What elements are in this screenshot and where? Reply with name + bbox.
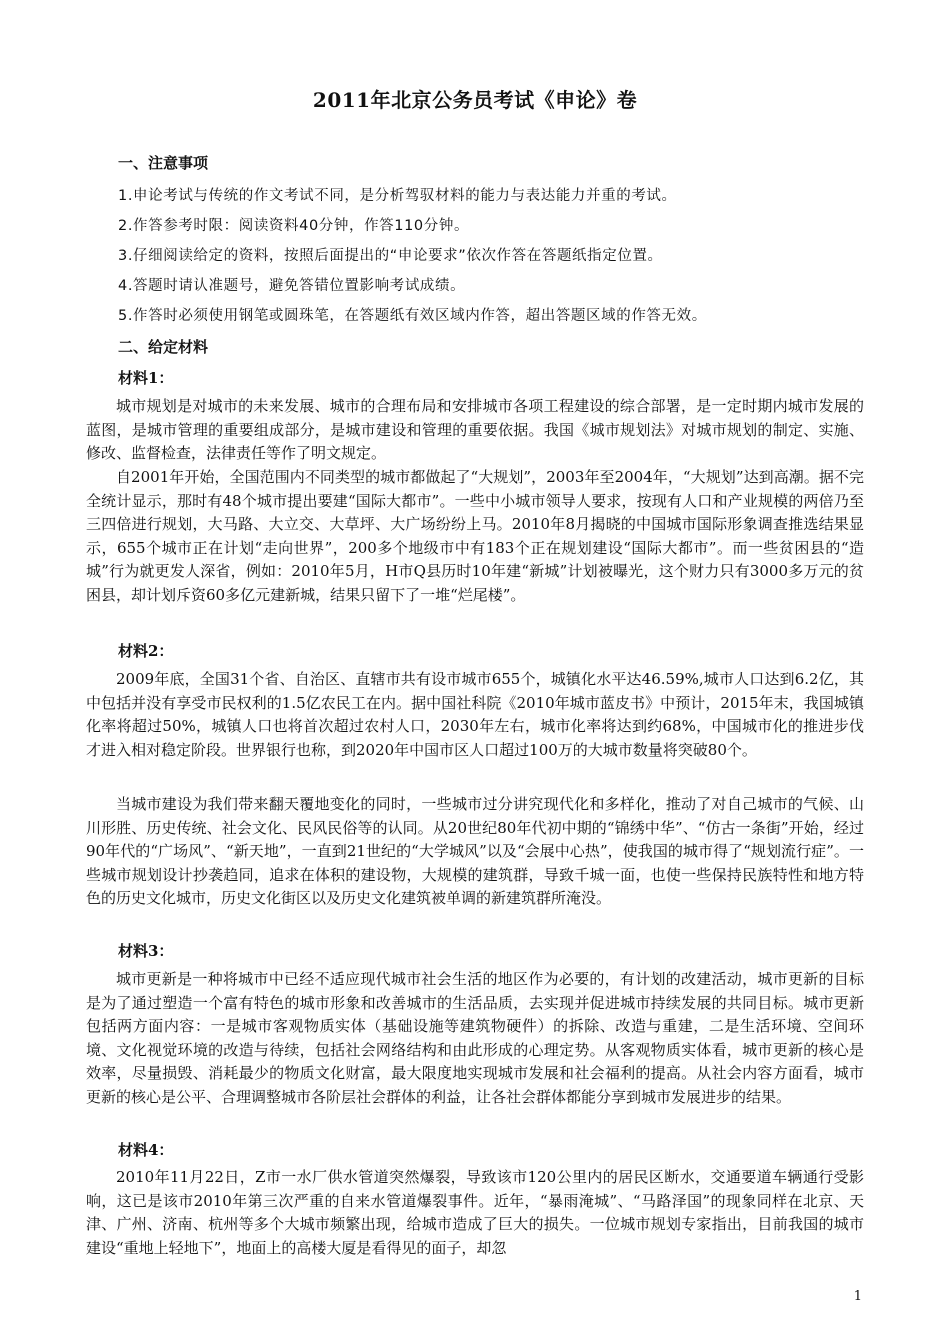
section-heading-notice: 一、注意事项	[118, 154, 209, 172]
paragraph: 城市规划是对城市的未来发展、城市的合理布局和安排城市各项工程建设的综合部署，是一定时期内城市发展的蓝图，是城市管理的重要组成部分，是城市建设和管理的重要依据。我国《城市规划法》对城市规划的制定、实施、修改、监督检查，法律责任等作了明文规定。	[86, 397, 864, 462]
notice-item: 5.作答时必须使用钢笔或圆珠笔，在答题纸有效区域内作答，超出答题区域的作答无效。	[118, 308, 707, 324]
paragraph: 城市更新是一种将城市中已经不适应现代城市社会生活的地区作为必要的，有计划的改建活动，城市更新的目标是为了通过塑造一个富有特色的城市形象和改善城市的生活品质，去实现并促进城市持续发展的共同目标。城市更新包括两方面内容：一是城市客观物质实体（基础设施等建筑物硬件）的拆除、改造与重建，二是生活环境、空间环境、文化视觉环境的改造与待续，包括社会网络结构和由此形成的心理定势。从客观物质实体看，城市更新的核心是效率，尽量损毁、消耗最少的物质文化财富，最大限度地实现城市发展和社会福利的提高。从社会内容方面看，城市更新的核心是公平、合理调整城市各阶层社会群体的利益，让各社会群体都能分享到城市发展进步的结果。	[86, 970, 864, 1106]
notice-item: 3.仔细阅读给定的资料，按照后面提出的“申论要求”依次作答在答题纸指定位置。	[118, 248, 663, 264]
notice-item: 1.申论考试与传统的作文考试不同，是分析驾驭材料的能力与表达能力并重的考试。	[118, 188, 677, 204]
paragraph: 2009年底，全国31个省、自治区、直辖市共有设市城市655个，城镇化水平达46.59%,城市人口达到6.2亿，其中包括并没有享受市民权利的1.5亿农民工在内。据中国社科院《2010年城市蓝皮书》中预计，2015年末，我国城镇化率将超过50%，城镇人口也将首次超过农村人口，2030年左右，城市化率将达到约68%，中国城市化的推进步伐才进入相对稳定阶段。世界银行也称，到2020年中国市区人口超过100万的大城市数量将突破80个。	[86, 670, 864, 759]
material-label: 材料1：	[118, 369, 174, 387]
material-label: 材料3：	[118, 942, 174, 960]
notice-item: 4.答题时请认准题号，避免答错位置影响考试成绩。	[118, 278, 466, 294]
page-title: 2011年北京公务员考试《申论》卷	[312, 88, 638, 112]
paragraph: 自2001年开始，全国范围内不同类型的城市都做起了“大规划”，2003年至2004年，“大规划”达到高潮。据不完全统计显示，那时有48个城市提出要建“国际大都市”。一些中小城市领导人要求，按现有人口和产业规模的两倍乃至三四倍进行规划，大马路、大立交、大草坪、大广场纷纷上马。2010年8月揭晓的中国城市国际形象调查推选结果显示，655个城市正在计划“走向世界”，200多个地级市中有183个正在规划建设“国际大都市”。而一些贫困县的“造城”行为就更发人深省，例如：2010年5月，H市Q县历时10年建“新城”计划被曝光，这个财力只有3000多万元的贫困县，却计划斥资60多亿元建新城，结果只留下了一堆“烂尾楼”。	[86, 468, 864, 604]
material-label: 材料2：	[118, 642, 174, 660]
material-label: 材料4：	[118, 1141, 174, 1159]
paragraph: 当城市建设为我们带来翻天覆地变化的同时，一些城市过分讲究现代化和多样化，推动了对自己城市的气候、山川形胜、历史传统、社会文化、民风民俗等的认同。从20世纪80年代初中期的“锦绣中华”、“仿古一条街”开始，经过90年代的“广场风”、“新天地”，一直到21世纪的“大学城风”以及“会展中心热”，使我国的城市得了“规划流行症”。一些城市规划设计抄袭趋同，追求在体积的建设物，大规模的建筑群，导致千城一面，也使一些保持民族特性和地方特色的历史文化城市，历史文化街区以及历史文化建筑被单调的新建筑群所淹没。	[86, 795, 864, 907]
notice-item: 2.作答参考时限：阅读资料40分钟，作答110分钟。	[118, 218, 470, 234]
paragraph: 2010年11月22日，Z市一水厂供水管道突然爆裂，导致该市120公里内的居民区断水，交通要道车辆通行受影响，这已是该市2010年第三次严重的自来水管道爆裂事件。近年，“暴雨淹城”、“马路泽国”的现象同样在北京、天津、广州、济南、杭州等多个大城市频繁出现，给城市造成了巨大的损失。一位城市规划专家指出，目前我国的城市建设“重地上轻地下”，地面上的高楼大厦是看得见的面子，却忽	[86, 1168, 864, 1257]
section-heading-materials: 二、给定材料	[118, 338, 209, 356]
page-number: 1	[853, 1289, 862, 1304]
